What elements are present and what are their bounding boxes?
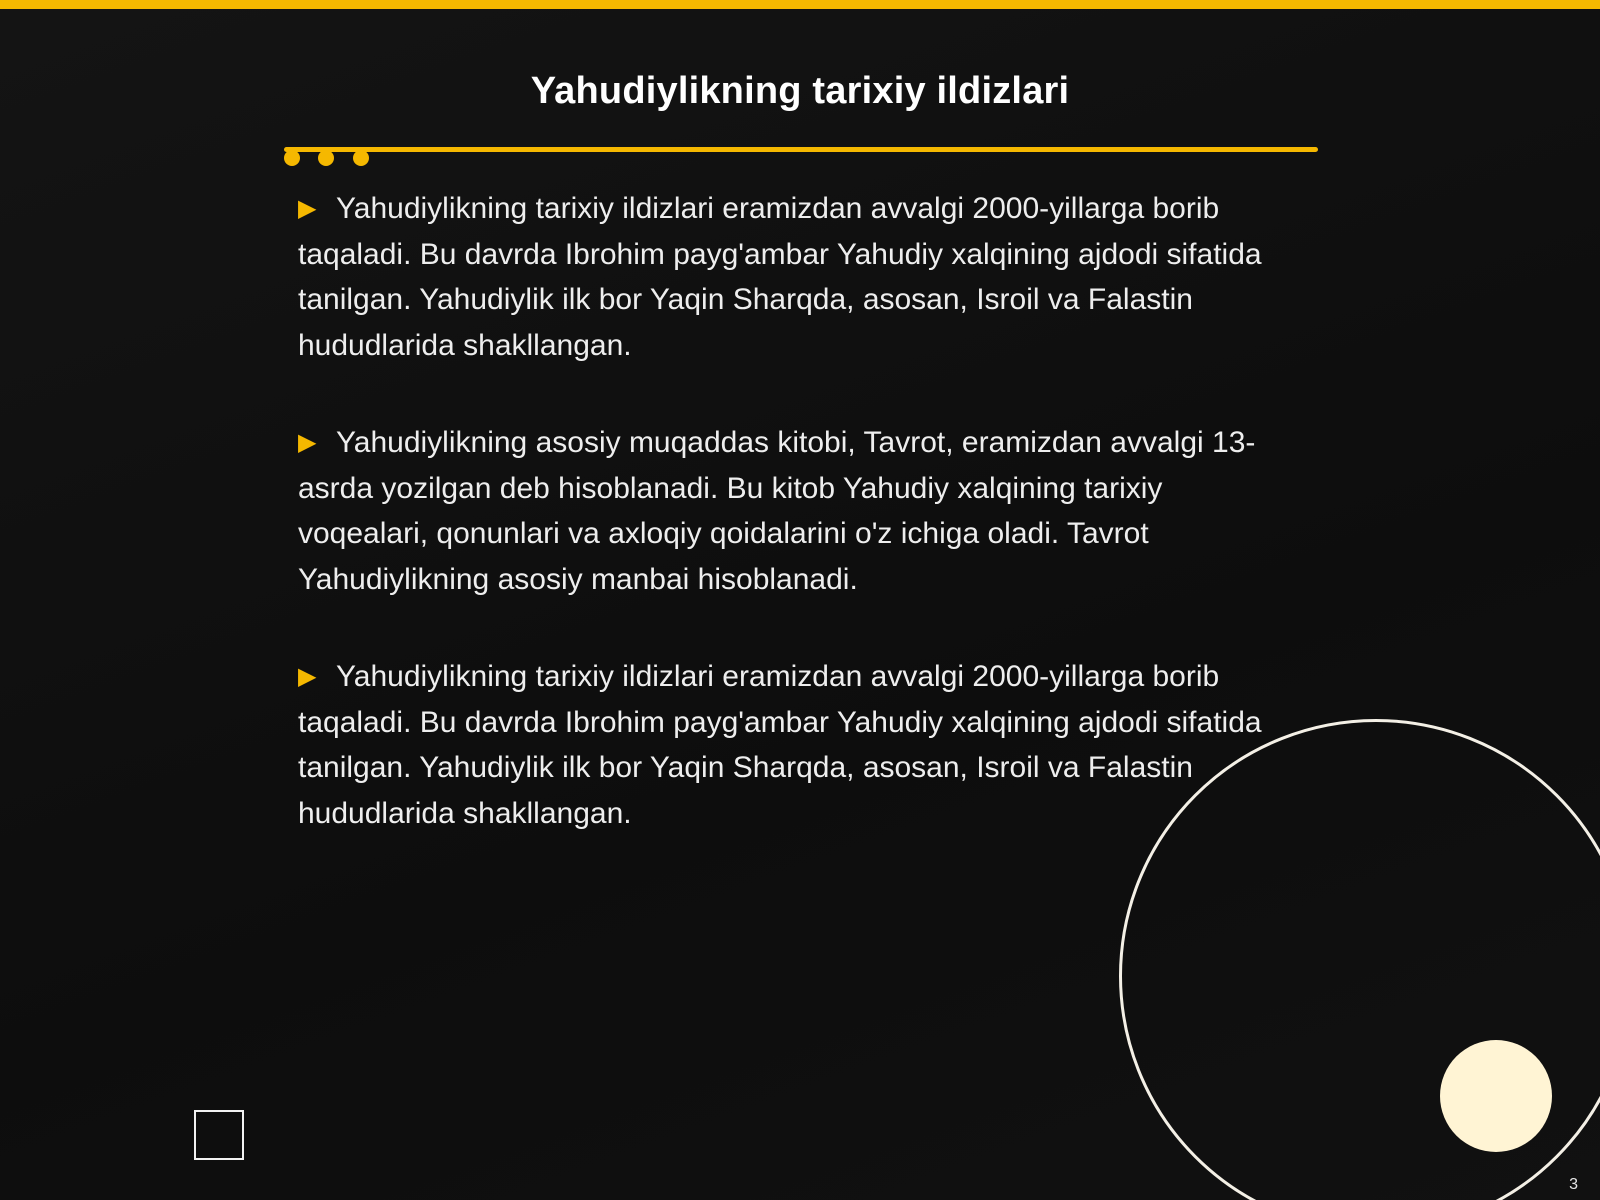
paragraph-text: Yahudiylikning tarixiy ildizlari eramizdan avvalgi 2000-yillarga borib taqaladi. Bu davrda Ibrohim payg'ambar Yahudiy xalqining ajdodi sifatida tanilgan. Yahudiylik ilk bor Yaqin Sharqda, asosan, Isroil va Falastin hududlarida shakllangan. xyxy=(298,660,1262,830)
bullet-arrow-icon: ▶ xyxy=(298,663,317,690)
page-number: 3 xyxy=(1569,1176,1578,1193)
paragraph-text: Yahudiylikning asosiy muqaddas kitobi, Tavrot, eramizdan avvalgi 13-asrda yozilgan deb hisoblanadi. Bu kitob Yahudiy xalqining tarixiy voqealari, qonunlari va axloqiy qoidalarini o'z ichiga oladi. Tavrot Yahudiylikning asosiy manbai hisoblanadi. xyxy=(298,426,1256,596)
bullet-paragraph xyxy=(298,654,1298,836)
slide-title: Yahudiylikning tarixiy ildizlari xyxy=(530,70,1070,112)
divider-dot xyxy=(318,150,334,166)
decorative-square xyxy=(194,1110,244,1160)
divider-dot xyxy=(353,150,369,166)
bullet-paragraph xyxy=(298,420,1298,602)
bullet-arrow-icon: ▶ xyxy=(298,195,317,222)
bullet-paragraph xyxy=(298,186,1298,368)
decorative-sun-circle xyxy=(1440,1040,1552,1152)
top-accent-bar xyxy=(0,0,1600,9)
bullet-arrow-icon: ▶ xyxy=(298,429,317,456)
divider-dot xyxy=(284,150,300,166)
title-divider xyxy=(284,147,1318,152)
content-body xyxy=(298,186,1298,888)
paragraph-text: Yahudiylikning tarixiy ildizlari eramizdan avvalgi 2000-yillarga borib taqaladi. Bu davrda Ibrohim payg'ambar Yahudiy xalqining ajdodi sifatida tanilgan. Yahudiylik ilk bor Yaqin Sharqda, asosan, Isroil va Falastin hududlarida shakllangan. xyxy=(298,192,1262,362)
